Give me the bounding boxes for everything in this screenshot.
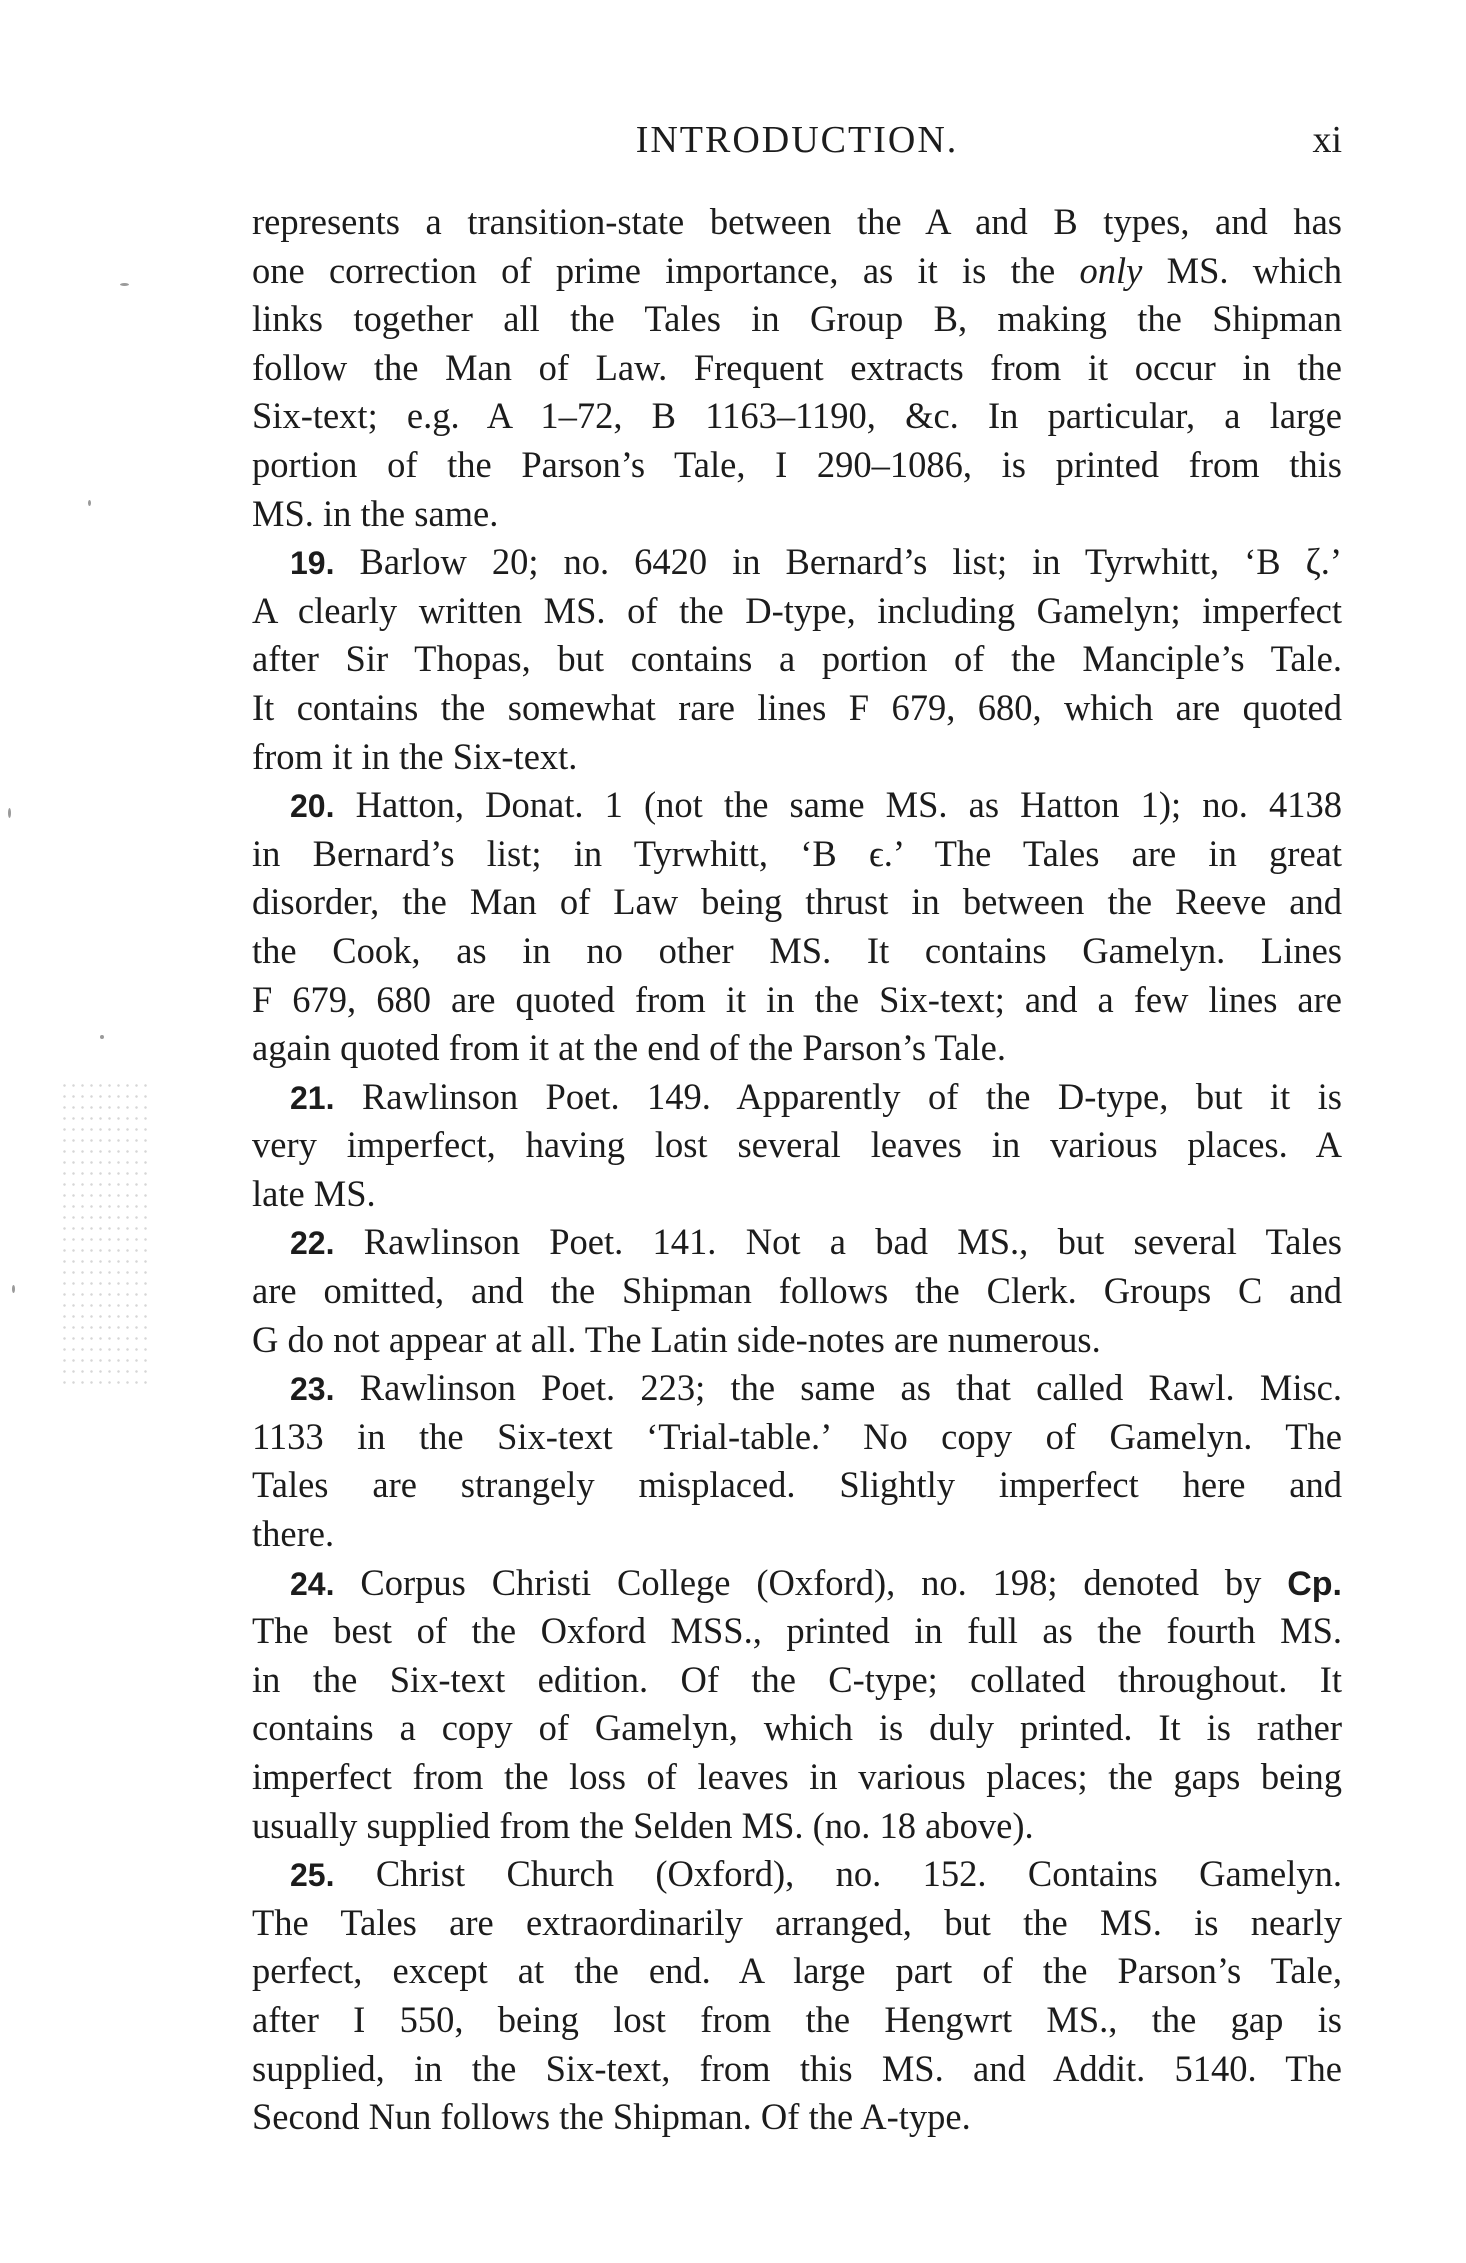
text-line — [252, 1947, 1342, 1996]
text-line — [252, 1267, 1342, 1316]
line-text: Tales are strangely misplaced. Slightly imperfect here and — [252, 1464, 1342, 1506]
entry-number: 20. — [290, 788, 335, 825]
running-head — [252, 118, 1342, 168]
line-text: Corpus Christi College (Oxford), no. 198; denoted by — [360, 1561, 1262, 1603]
line-text: are omitted, and the Shipman follows the Clerk. Groups C and — [252, 1270, 1342, 1312]
text-line — [252, 441, 1342, 490]
margin-speck — [12, 1285, 15, 1293]
line-text: Barlow 20; no. 6420 in Bernard’s list; in Tyrwhitt, ‘B ζ.’ — [359, 541, 1342, 583]
margin-speck — [120, 283, 129, 286]
text-line — [252, 976, 1342, 1025]
text-line — [252, 344, 1342, 393]
text-line — [252, 2093, 1342, 2142]
line-text: one correction of prime importance, as it is the only MS. which — [252, 249, 1342, 291]
page-number: xi — [1312, 119, 1342, 161]
running-head-title: INTRODUCTION. — [635, 119, 959, 161]
text-line — [252, 1510, 1342, 1559]
entry-number: 24. — [290, 1565, 335, 1602]
line-text: again quoted from it at the end of the Parson’s Tale. — [252, 1027, 1006, 1069]
line-text: Second Nun follows the Shipman. Of the A-type. — [252, 2096, 971, 2138]
line-text: links together all the Tales in Group B, making the Shipman — [252, 298, 1342, 340]
line-text: Hatton, Donat. 1 (not the same MS. as Hatton 1); no. 4138 — [355, 784, 1342, 826]
paragraph-start-line — [252, 538, 1342, 587]
line-text: A clearly written MS. of the D-type, including Gamelyn; imperfect — [252, 589, 1342, 631]
line-text: supplied, in the Six-text, from this MS. and Addit. 5140. The — [252, 2047, 1342, 2089]
text-line — [252, 247, 1342, 296]
entry-number: 25. — [290, 1857, 335, 1894]
text-line — [252, 927, 1342, 976]
line-text: follow the Man of Law. Frequent extracts from it occur in the — [252, 346, 1342, 388]
line-text: very imperfect, having lost several leaves in various places. A — [252, 1124, 1342, 1166]
line-text: after Sir Thopas, but contains a portion of the Manciple’s Tale. — [252, 638, 1342, 680]
text-line — [252, 1316, 1342, 1365]
text-line — [252, 490, 1342, 539]
line-text: It contains the somewhat rare lines F 679, 680, which are quoted — [252, 686, 1342, 728]
paragraph-start-line — [252, 1364, 1342, 1413]
text-line — [252, 1802, 1342, 1851]
body-text — [252, 198, 1342, 2142]
text-line — [252, 1461, 1342, 1510]
text-line — [252, 1024, 1342, 1073]
line-text: The Tales are extraordinarily arranged, but the MS. is nearly — [252, 1901, 1342, 1943]
line-text: perfect, except at the end. A large part of the Parson’s Tale, — [252, 1950, 1342, 1992]
paragraph-start-line — [252, 1073, 1342, 1122]
line-text: G do not appear at all. The Latin side-notes are numerous. — [252, 1318, 1101, 1360]
line-text: 1133 in the Six-text ‘Trial-table.’ No copy of Gamelyn. The — [252, 1415, 1342, 1457]
paragraph-start-line — [252, 1559, 1342, 1608]
margin-speck — [100, 1035, 104, 1039]
entry-number: 19. — [290, 545, 335, 582]
text-line — [252, 733, 1342, 782]
text-line — [252, 1413, 1342, 1462]
line-text: disorder, the Man of Law being thrust in between the Reeve and — [252, 881, 1342, 923]
line-text: contains a copy of Gamelyn, which is duly printed. It is rather — [252, 1707, 1342, 1749]
margin-speck — [88, 500, 91, 506]
line-text: MS. in the same. — [252, 492, 499, 534]
line-text: usually supplied from the Selden MS. (no. 18 above). — [252, 1804, 1034, 1846]
line-text: late MS. — [252, 1172, 376, 1214]
line-text: in the Six-text edition. Of the C-type; collated throughout. It — [252, 1658, 1342, 1700]
paragraph-start-line — [252, 1218, 1342, 1267]
text-line — [252, 1704, 1342, 1753]
line-text: represents a transition-state between the A and B types, and has — [252, 201, 1342, 242]
text-line — [252, 1753, 1342, 1802]
line-text: Rawlinson Poet. 223; the same as that called Rawl. Misc. — [359, 1367, 1343, 1409]
line-text: Rawlinson Poet. 149. Apparently of the D-type, but it is — [361, 1075, 1343, 1117]
text-line — [252, 1996, 1342, 2045]
margin-smudge — [60, 1080, 150, 1390]
line-text: in Bernard’s list; in Tyrwhitt, ‘B ϵ.’ The Tales are in great — [252, 832, 1342, 874]
text-line — [252, 1607, 1342, 1656]
line-text: portion of the Parson’s Tale, I 290–1086, is printed from this — [252, 443, 1342, 485]
entry-number: 21. — [290, 1079, 335, 1116]
margin-speck — [8, 808, 11, 818]
text-line — [252, 587, 1342, 636]
text-line — [252, 878, 1342, 927]
text-line — [252, 1170, 1342, 1219]
line-text: Six-text; e.g. A 1–72, B 1163–1190, &c. In particular, a large — [252, 395, 1342, 437]
manuscript-sigil: Cp. — [1287, 1564, 1343, 1603]
text-line — [252, 392, 1342, 441]
line-text: the Cook, as in no other MS. It contains Gamelyn. Lines — [252, 929, 1342, 971]
line-text: after I 550, being lost from the Hengwrt MS., the gap is — [252, 1998, 1342, 2040]
text-line — [252, 830, 1342, 879]
line-text: The best of the Oxford MSS., printed in full as the fourth MS. — [252, 1610, 1342, 1652]
text-line — [252, 295, 1342, 344]
line-text: there. — [252, 1513, 335, 1555]
entry-number: 22. — [290, 1225, 335, 1262]
paragraph-start-line — [252, 781, 1342, 830]
line-text: from it in the Six-text. — [252, 735, 578, 777]
line-text: imperfect from the loss of leaves in various places; the gaps being — [252, 1756, 1342, 1797]
paragraph-start-line — [252, 1850, 1342, 1899]
text-line — [252, 1121, 1342, 1170]
line-text: Christ Church (Oxford), no. 152. Contains Gamelyn. — [375, 1853, 1342, 1895]
entry-number: 23. — [290, 1371, 335, 1408]
text-line — [252, 635, 1342, 684]
text-line — [252, 1656, 1342, 1705]
line-text: Rawlinson Poet. 141. Not a bad MS., but several Tales — [363, 1221, 1343, 1263]
text-line — [252, 198, 1342, 247]
line-text: F 679, 680 are quoted from it in the Six-text; and a few lines are — [252, 978, 1342, 1020]
text-line — [252, 684, 1342, 733]
text-line — [252, 2045, 1342, 2094]
text-line — [252, 1899, 1342, 1948]
